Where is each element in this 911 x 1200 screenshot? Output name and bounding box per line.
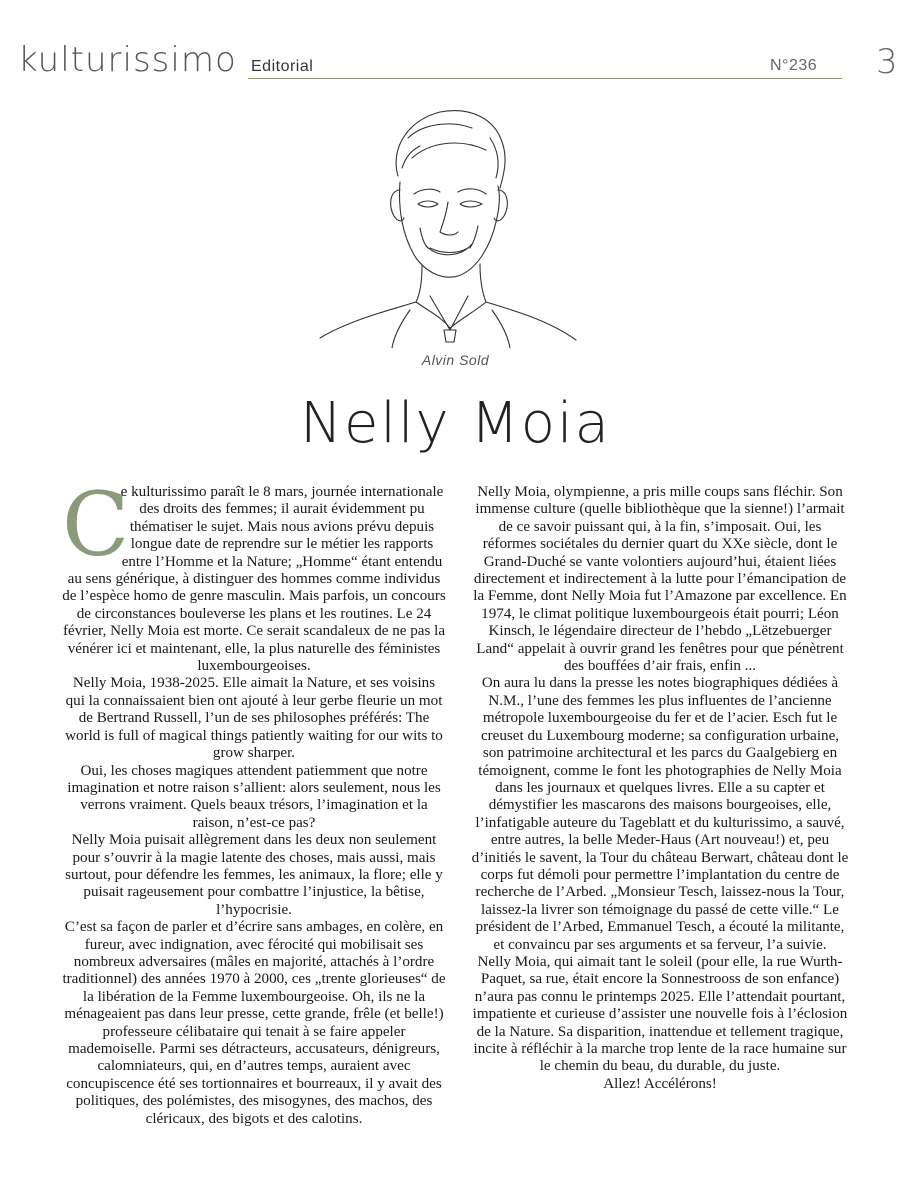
brand-logo: kulturissimo (18, 40, 237, 80)
section-label: Editorial (251, 58, 314, 75)
article-column-right (470, 484, 850, 1093)
paragraph: Nelly Moia, olympienne, a pris mille coups sans fléchir. Son immense culture (quelle bibliothèque que la sienne!) l’armait de ce savoir puissant qui, à la fin, s’imposait. Oui, les réformes sociétales du dernier quart du XXe siècle, dont le Grand-Duché se vante volontiers aujourd’hui, étaient liées directement et indirectement à la lutte pour l’émancipation de la Femme, dont Nelly Moia fut l’Amazone par excellence. En 1974, le climat politique luxembourgeois était pourri; Léon Kinsch, le légendaire directeur de l’hebdo „Lëtzebuerger Land“ appelait à ouvrir grand les fenêtres pour que pénètrent des bouffées d’air frais, enfin ... (473, 484, 847, 675)
paragraph: Nelly Moia, qui aimait tant le soleil (pour elle, la rue Wurth-Paquet, sa rue, était encore la Sonnestrooss de son enfance) n’aura pas connu le printemps 2025. Elle l’attendait pourtant, impatiente et curieuse d’assister une nouvelle fois à l’éclosion de la Nature. Sa disparition, inattendue et tellement tragique, incite à réfléchir à la marche trop lente de la race humaine sur le chemin du beau, du durable, du juste. (472, 953, 848, 1075)
paragraph: Nelly Moia puisait allègrement dans les deux non seulement pour s’ouvrir à la magie latente des choses, mais aussi, mais surtout, pour défendre les femmes, les animaux, la flore; elle y puisait rageusement pour combattre l’injustice, la bêtise, l’hypocrisie. (65, 832, 443, 918)
article-column-left (62, 473, 446, 1128)
drop-cap: C (62, 473, 130, 576)
paragraph: On aura lu dans la presse les notes biographiques dédiées à N.M., l’une des femmes les plus influentes de l’ancienne métropole luxembourgeoise du fer et de l’acier. Esch fut le creuset du Luxembourg moderne; sa configuration urbaine, son patrimoine architectural et les parcs du Gaalgebierg en témoignent, comme le font les photographies de Nelly Moia dans les journaux et quelques livres. Elle a su capter et démystifier les mascarons des maisons bourgeoises, elle, l’infatigable auteure du Tageblatt et du kulturissimo, a sauvé, entre autres, la belle Meder-Haus (Art nouveau!) et, peu d’initiés le savent, la Tour du château Berwart, château dont le corps fut démoli pour permettre l’implantation du centre de recherche de l’Arbed. „Monsieur Tesch, laissez-nous la Tour, laissez-la livrer son témoignage du passé de cette ville.“ Le président de l’Arbed, Emmanuel Tesch, a écouté la militante, et convaincu par ses arguments et sa ferveur, l’a suivie. (471, 675, 849, 953)
article-title: Nelly Moia (300, 391, 611, 456)
paragraph: Allez! Accélérons! (603, 1075, 717, 1092)
author-name: Alvin Sold (421, 352, 490, 368)
issue-number: N°236 (770, 57, 818, 74)
paragraph: e kulturissimo paraît le 8 mars, journée internationale des droits des femmes; il aurait évidemment pu thématiser le sujet. Mais nous avions prévu depuis longue date de reprendre sur le métier les rapports entre l’Homme et la Nature; „Homme“ étant entendu au sens générique, à distinguer des hommes comme individus de l’espèce homo de genre masculin. Mais parfois, un concours de circonstances bouleverse les plans et les routines. Le 24 février, Nelly Moia est morte. Ce serait scandaleux de ne pas la vénérer ici et maintenant, elle, la plus naturelle des féministes luxembourgeoises. (62, 484, 446, 675)
paragraph: Oui, les choses magiques attendent patiemment que notre imagination et notre raison s’allient: alors seulement, nous les verrons vraiment. Quels beaux trésors, l’imagination et la raison, n’est-ce pas? (67, 762, 441, 831)
paragraph: Nelly Moia, 1938-2025. Elle aimait la Nature, et ses voisins qui la connaissaient bien ont ajouté à leur gerbe fleurie un mot de Bertrand Russell, l’un de ses philosophes préférés: The world is full of magical things patiently waiting for our wits to grow sharper. (65, 675, 443, 762)
page-number: 3 (876, 42, 898, 82)
header-rule (248, 78, 842, 79)
paragraph: C’est sa façon de parler et d’écrire sans ambages, en colère, en fureur, avec indignation, avec férocité qui mobilisait ses nombreux adversaires (mâles en majorité, attachés à l’ordre traditionnel) des années 1970 à 2000, ces „trente glorieuses“ de la libération de la Femme luxembourgeoise. Oh, ils ne la ménageaient pas dans leur presse, cette grande, frêle (et belle!) professeure célibataire qui tenait à se faire appeler mademoiselle. Parmi ses détracteurs, accusateurs, dénigreurs, calomniateurs, qui, en d’autres temps, auraient avec concupiscence été ses tortionnaires et bourreaux, il y avait des politiques, des polémistes, des misogynes, des machos, des cléricaux, des bigots et des calotins. (62, 919, 446, 1127)
portrait-sketch-icon (290, 98, 590, 348)
page-header (18, 40, 898, 90)
